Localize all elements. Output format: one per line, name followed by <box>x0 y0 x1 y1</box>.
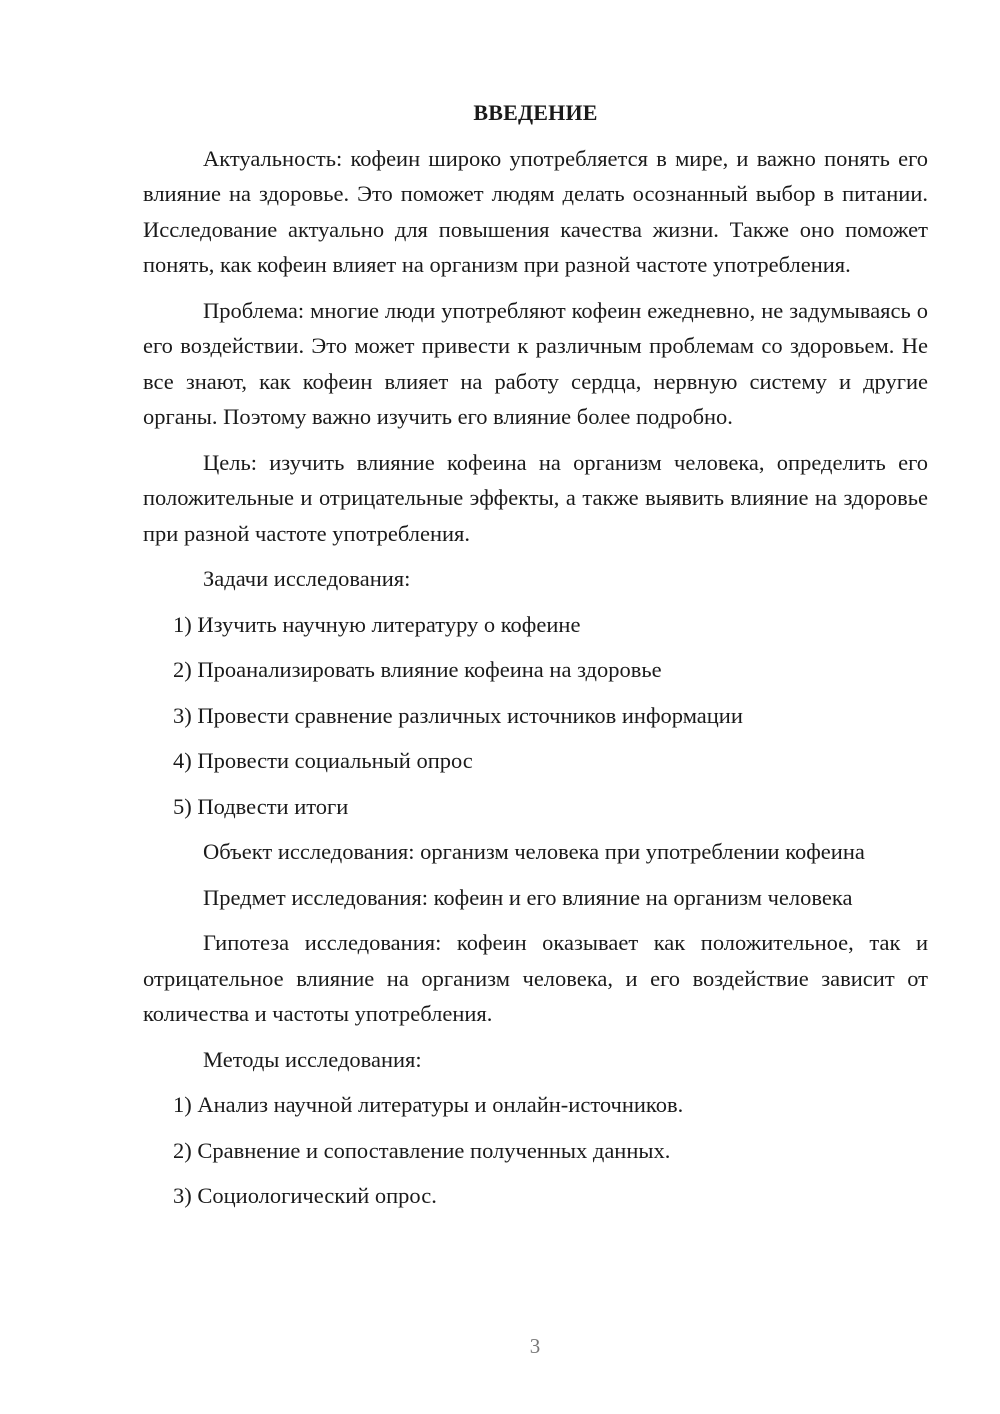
object-paragraph: Объект исследования: организм человека при употреблении кофеина <box>203 839 865 864</box>
document-page <box>143 95 928 1224</box>
problem-paragraph: Проблема: многие люди употребляют кофеин ежедневно, не задумываясь о его воздействии. Это может привести к различным проблемам со здоровьем. Не все знают, как кофеин влияет на работу сердца, нервную систему и другие органы. Поэтому важно изучить его влияние более подробно. <box>143 297 928 429</box>
tasks-heading: Задачи исследования: <box>203 566 411 591</box>
task-item: 3) Провести сравнение различных источников информации <box>173 702 743 728</box>
method-item: 2) Сравнение и сопоставление полученных данных. <box>173 1137 671 1163</box>
tasks-list <box>143 607 928 825</box>
methods-heading: Методы исследования: <box>203 1046 422 1072</box>
subject-paragraph: Предмет исследования: кофеин и его влияние на организм человека <box>203 884 853 910</box>
method-item: 1) Анализ научной литературы и онлайн-источников. <box>173 1092 684 1117</box>
goal-paragraph: Цель: изучить влияние кофеина на организм человека, определить его положительные и отрицательные эффекты, а также выявить влияние на здоровье при разной частоте употребления. <box>143 449 928 546</box>
hypothesis-paragraph: Гипотеза исследования: кофеин оказывает как положительное, так и отрицательное влияние на организм человека, и его воздействие зависит от количества и частоты употребления. <box>143 930 928 1026</box>
page-number: 3 <box>529 1334 541 1358</box>
methods-list <box>143 1087 928 1214</box>
method-item: 3) Социологический опрос. <box>173 1183 437 1208</box>
task-item: 5) Подвести итоги <box>173 793 349 819</box>
task-item: 1) Изучить научную литературу о кофеине <box>173 611 581 637</box>
task-item: 2) Проанализировать влияние кофеина на здоровье <box>173 657 662 682</box>
task-item: 4) Провести социальный опрос <box>173 748 473 773</box>
page-title: ВВЕДЕНИЕ <box>473 100 598 125</box>
relevance-paragraph: Актуальность: кофеин широко употребляется в мире, и важно понять его влияние на здоровье. Это поможет людям делать осознанный выбор в питании. Исследование актуально для повышения качества жизни. Также оно поможет понять, как кофеин влияет на организм при разной частоте употребления. <box>143 145 928 277</box>
